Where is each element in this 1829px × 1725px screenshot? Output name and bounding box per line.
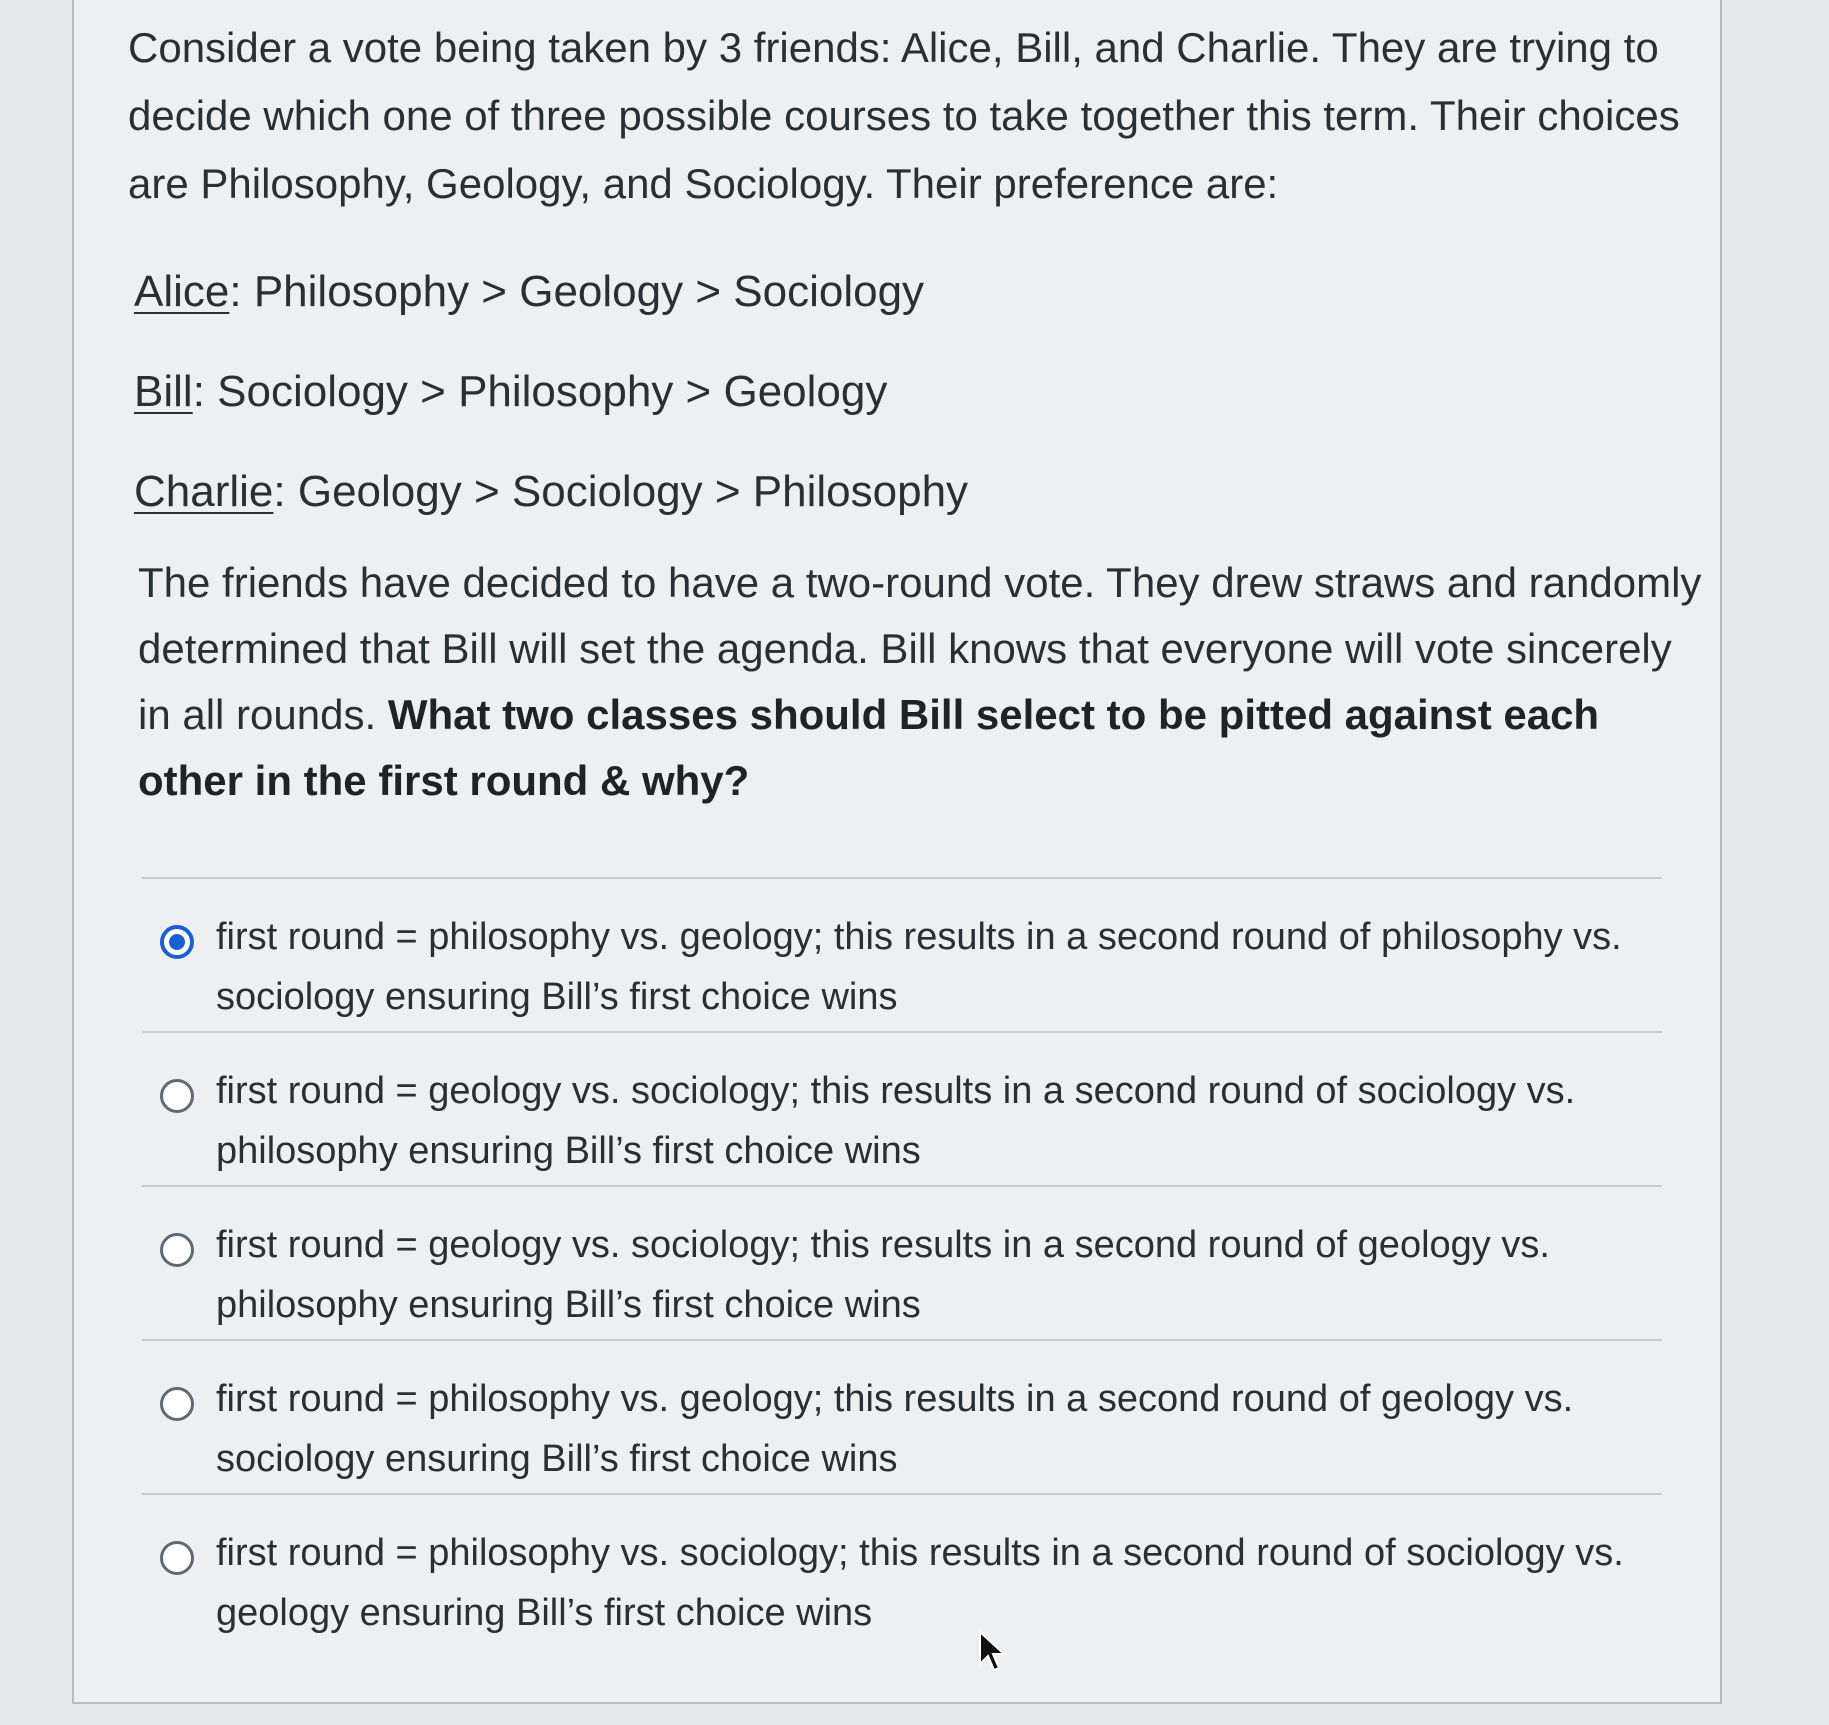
preference-name: Alice (134, 267, 230, 316)
preference-charlie (134, 462, 968, 522)
mouse-pointer-icon (978, 1630, 1008, 1674)
answer-option-1[interactable] (142, 879, 1662, 1031)
preference-ranking: Geology > Sociology > Philosophy (297, 467, 969, 516)
radio-icon[interactable] (160, 1541, 194, 1575)
answer-label[interactable]: first round = geology vs. sociology; this results in a second round of sociology vs. philosophy ensuring Bill’s first choice wins (216, 1070, 1576, 1172)
agenda-question-bold: What two classes should Bill select to be pitted against each other in the first round & why? (138, 691, 1600, 804)
preference-ranking: Sociology > Philosophy > Geology (217, 367, 888, 416)
question-intro (128, 14, 1698, 218)
answer-option-2[interactable] (142, 1033, 1662, 1185)
answer-label[interactable]: first round = philosophy vs. sociology; this results in a second round of sociology vs. geology ensuring Bill’s first choice wins (216, 1532, 1624, 1634)
radio-icon[interactable] (160, 1233, 194, 1267)
question-intro-text: Consider a vote being taken by 3 friends: Alice, Bill, and Charlie. They are trying to decide which one of three possible courses to take together this term. Their choices are Philosophy, Geology, and Sociology. Their preference are: (128, 24, 1680, 207)
answer-label[interactable]: first round = philosophy vs. geology; this results in a second round of philosophy vs. sociology ensuring Bill’s first choice wins (216, 916, 1622, 1018)
preference-colon: : (229, 267, 254, 316)
preference-name: Charlie (134, 467, 274, 516)
preference-alice (134, 262, 924, 322)
preference-name: Bill (134, 367, 193, 416)
preference-bill (134, 362, 887, 422)
agenda-text (138, 550, 1708, 814)
preference-colon: : (273, 467, 298, 516)
answer-label[interactable]: first round = geology vs. sociology; this results in a second round of geology vs. philosophy ensuring Bill’s first choice wins (216, 1224, 1550, 1326)
answer-option-4[interactable] (142, 1341, 1662, 1493)
preference-ranking: Philosophy > Geology > Sociology (253, 267, 925, 316)
radio-icon[interactable] (160, 1387, 194, 1421)
answer-option-5[interactable] (142, 1495, 1662, 1647)
agenda-plain-text: The friends have decided to have a two-round vote. They drew straws and randomly determined that Bill will set the agenda. Bill knows that everyone will vote sincerely in all rounds. (138, 559, 1702, 738)
answer-label[interactable]: first round = philosophy vs. geology; this results in a second round of geology vs. sociology ensuring Bill’s first choice wins (216, 1378, 1574, 1480)
radio-selected-icon[interactable] (160, 925, 194, 959)
radio-icon[interactable] (160, 1079, 194, 1113)
question-card (72, 0, 1722, 1704)
preference-colon: : (192, 367, 218, 416)
answer-list (142, 877, 1662, 1647)
answer-option-3[interactable] (142, 1187, 1662, 1339)
